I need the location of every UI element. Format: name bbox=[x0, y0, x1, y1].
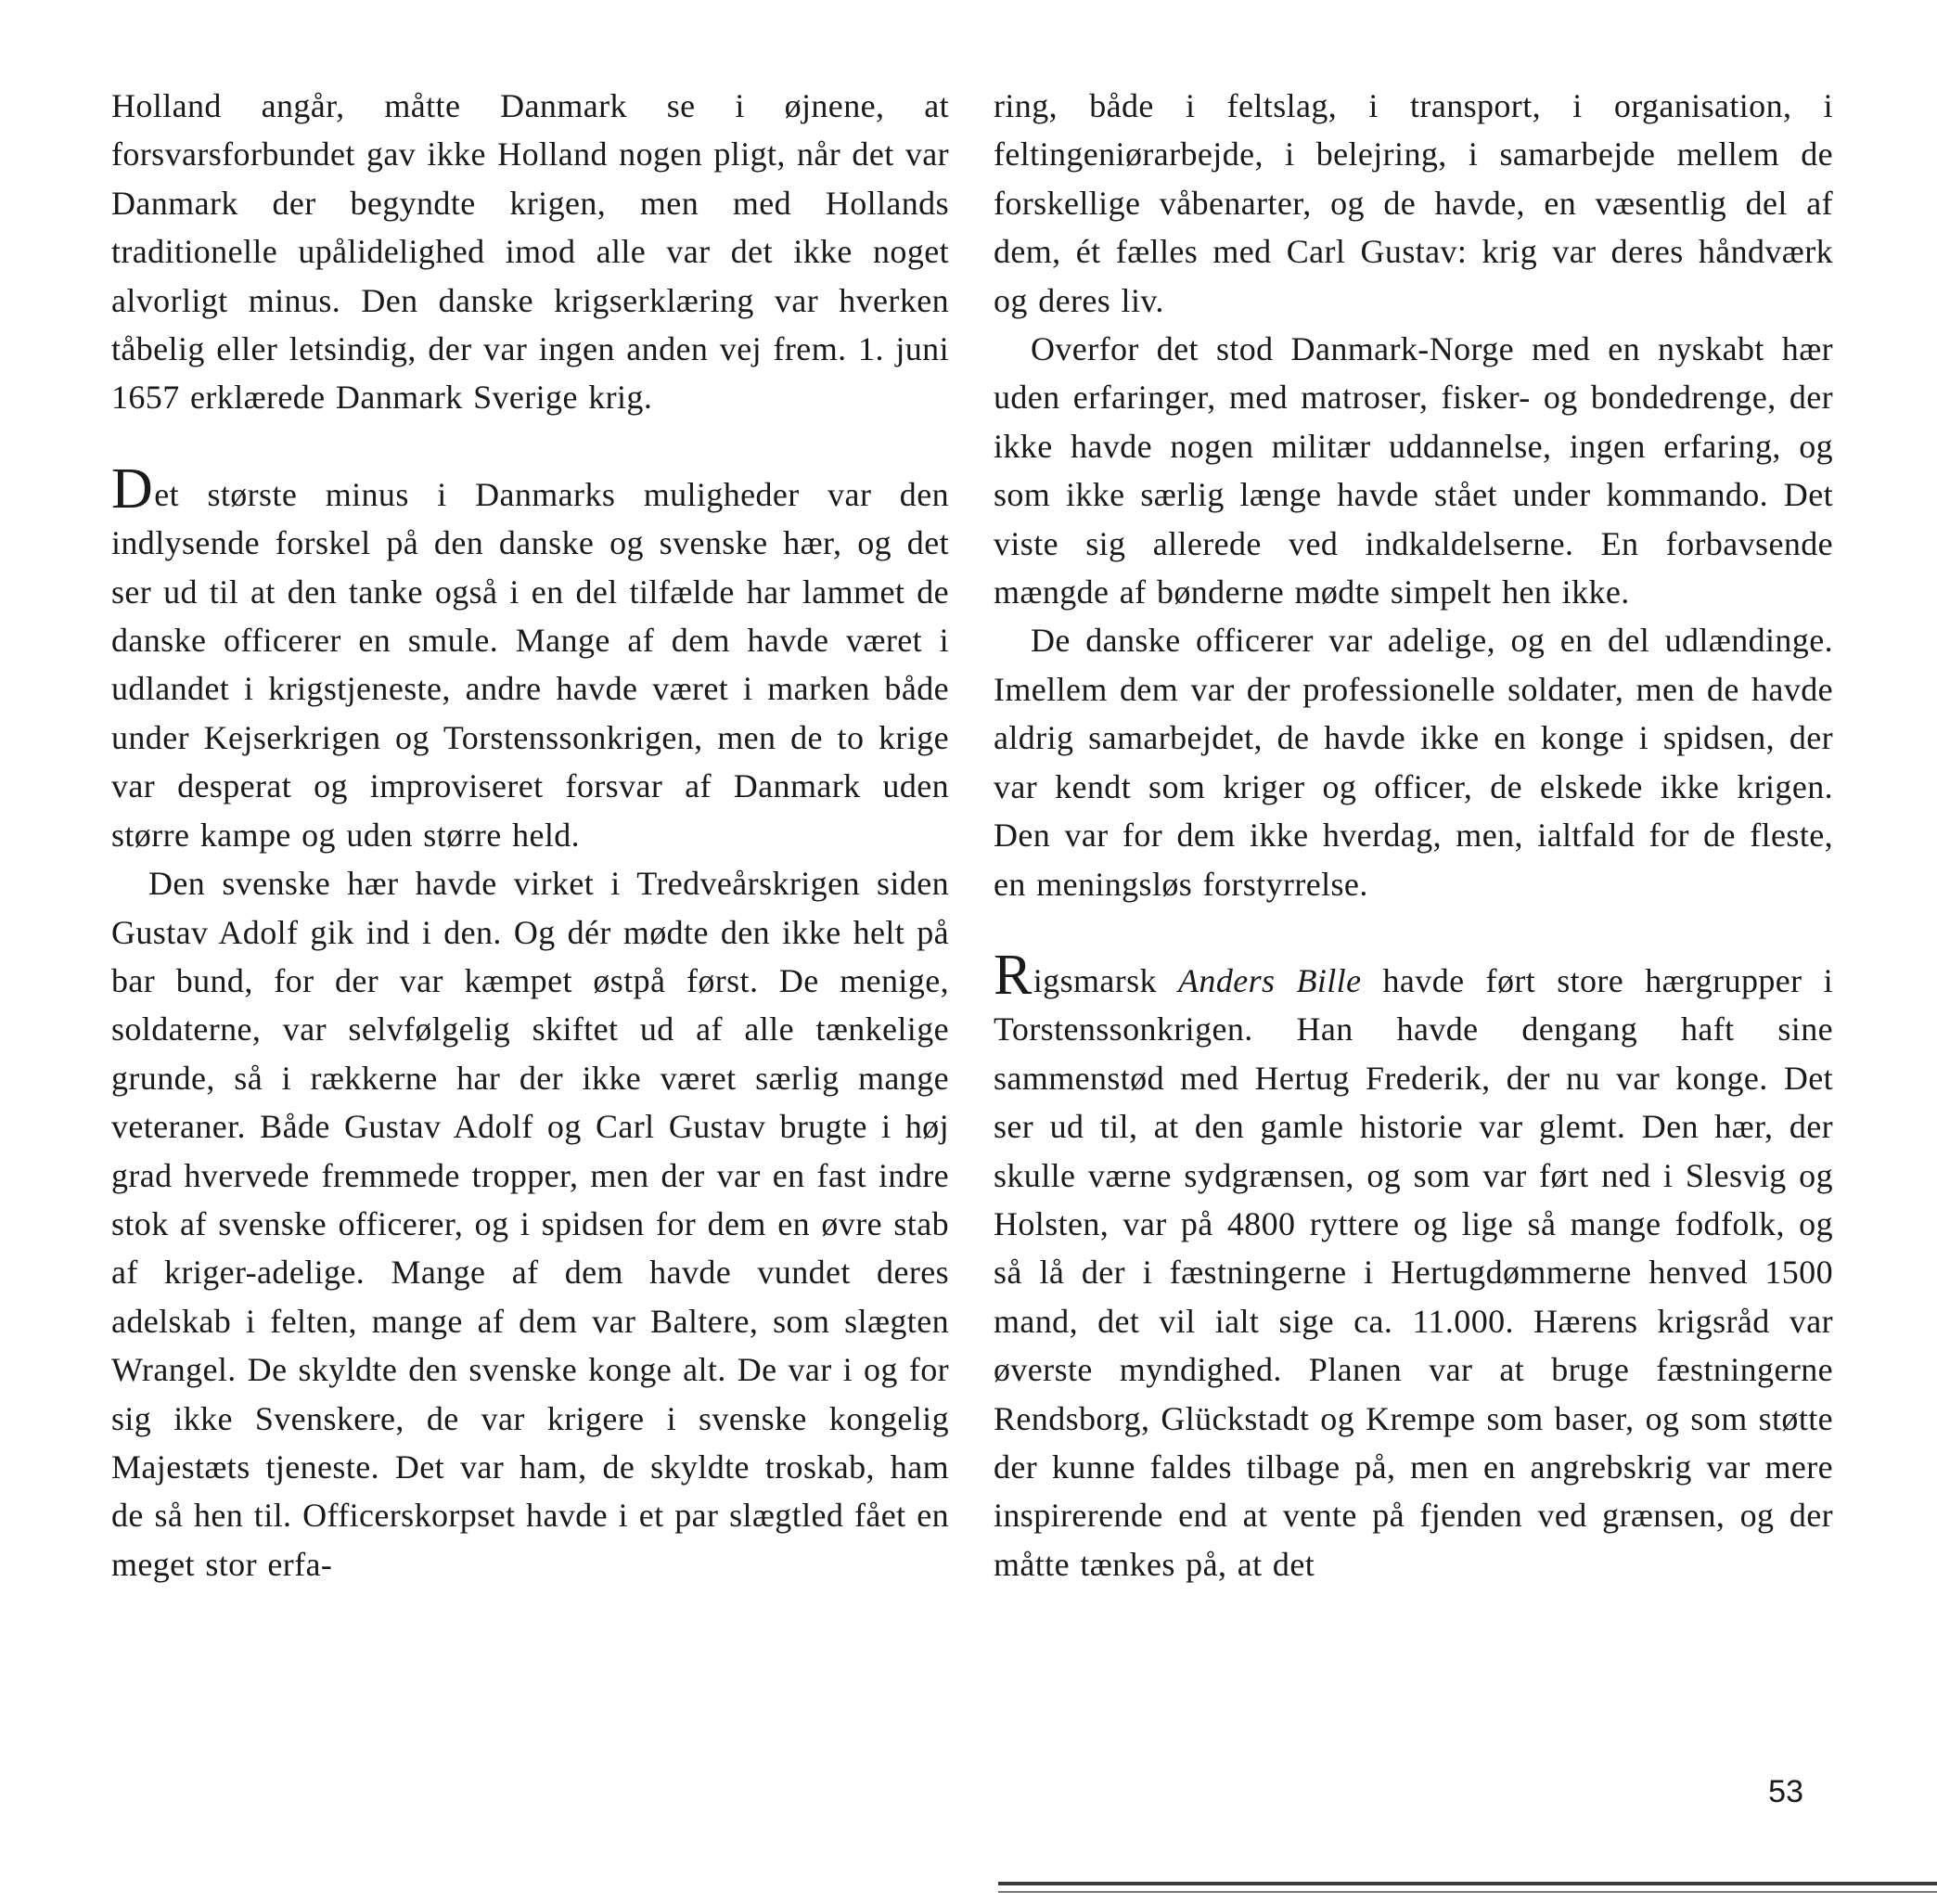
paragraph: Holland angår, måtte Danmark se i øjnene, at forsvarsforbundet gav ikke Holland nogen pligt, når det var Danmark der begyndte krigen, men med Hollands traditionelle upålidelighed imod alle var det ikke noget alvorligt minus. Den danske krigserklæring var hverken tåbelig eller letsindig, der var ingen anden vej frem. 1. juni 1657 erklærede Danmark Sverige krig. bbox=[111, 87, 949, 417]
drop-cap: D bbox=[111, 457, 154, 521]
paragraph: Overfor det stod Danmark-Norge med en nyskabt hær uden erfaringer, med matroser, fisker- og bondedrenge, der ikke havde nogen militær uddannelse, ingen erfaring, og som ikke særlig længe havde stået under kommando. Det viste sig allerede ved indkaldelserne. En forbavsende mængde af bønderne mødte simpelt hen ikke. bbox=[994, 330, 1833, 611]
section-paragraph bbox=[111, 457, 949, 859]
paragraph-text: havde ført store hærgrupper i Torstenssonkrigen. Han havde dengang haft sine sammenstød med Hertug Frederik, der nu var konge. Det ser ud til, at den gamle historie var glemt. Den hær, der skulle værne sydgrænsen, og som var ført ned i Slesvig og Holsten, var på 4800 ryttere og lige så mange fodfolk, og så lå der i fæstningerne i Hertugdømmerne henved 1500 mand, det vil ialt sige ca. 11.000. Hærens krigsråd var øverste myndighed. Planen var at bruge fæstningerne Rendsborg, Glückstadt og Krempe som baser, og som støtte der kunne faldes tilbage på, men en angrebskrig var mere inspirerende end at vente på fjenden ved grænsen, og der måtte tænkes på, at det bbox=[994, 961, 1834, 1583]
paragraph-lead: igsmarsk bbox=[1033, 961, 1179, 999]
bottom-rule bbox=[998, 1882, 1937, 1885]
paragraph: Den svenske hær havde virket i Tredveårskrigen siden Gustav Adolf gik ind i den. Og dér mødte den ikke helt på bar bund, for der var kæmpet østpå først. De menige, soldaterne, var selvfølgelig skiftet ud af alle tænkelige grunde, så i rækkerne har der ikke været særlig mange veteraner. Både Gustav Adolf og Carl Gustav brugte i høj grad hvervede fremmede tropper, men der var en fast indre stok af svenske officerer, og i spidsen for dem en øvre stab af kriger-adelige. Mange af dem havde vundet deres adelskab i felten, mange af dem var Baltere, som slægten Wrangel. De skyldte den svenske konge alt. De var i og for sig ikke Svenskere, de var krigere i svenske kongelig Majestæts tjeneste. Det var ham, de skyldte troskab, ham de så hen til. Officerskorpset havde i et par slægtled fået en meget stor erfa- bbox=[111, 865, 949, 1583]
right-text-column bbox=[994, 82, 1833, 1589]
paragraph-text: et største minus i Danmarks muligheder var den indlysende forskel på den danske og svenske hær, og det ser ud til at den tanke også i en del tilfælde har lammet de danske officerer en smule. Mange af dem havde været i udlandet i krigstjeneste, andre havde været i marken både under Kejserkrigen og Torstenssonkrigen, men de to krige var desperat og improviseret forsvar af Danmark uden større kampe og uden større held. bbox=[111, 475, 949, 854]
drop-cap: R bbox=[994, 943, 1033, 1007]
bottom-rule-thin bbox=[998, 1891, 1937, 1893]
page-number: 53 bbox=[1768, 1774, 1803, 1809]
paragraph: De danske officerer var adelige, og en del udlændinge. Imellem dem var der professionelle soldater, men de havde aldrig samarbejdet, de havde ikke en konge i spidsen, der var kendt som kriger og officer, de elskede ikke krigen. Den var for dem ikke hverdag, men, ialtfald for de fleste, en meningsløs forstyrrelse. bbox=[994, 622, 1833, 903]
person-name: Anders Bille bbox=[1178, 961, 1362, 999]
section-paragraph bbox=[994, 943, 1834, 1589]
paragraph: ring, både i feltslag, i transport, i organisation, i feltingeniørarbejde, i belejring, i samarbejde mellem de forskellige våbenarter, og de havde, en væsentlig del af dem, ét fælles med Carl Gustav: krig var deres håndværk og deres liv. bbox=[994, 87, 1833, 319]
left-text-column bbox=[111, 82, 949, 1589]
